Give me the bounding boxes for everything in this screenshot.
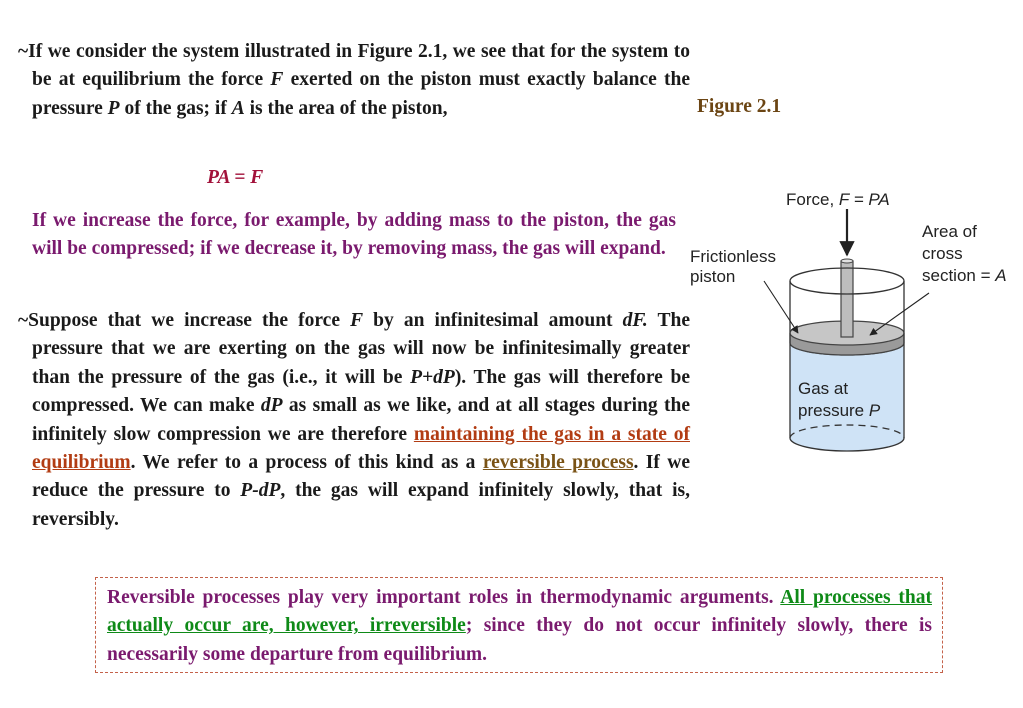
text-run: ; since they do not occur infinitely slowly, there is necessarily some departure from equilibrium. <box>107 615 932 665</box>
symbol-P-minus-dP: P-dP <box>240 480 281 502</box>
paragraph-reversible <box>18 307 690 534</box>
force-label: Force, F = PA <box>786 190 890 209</box>
paragraph-force-change: If we increase the force, for example, by adding mass to the piston, the gas will be compressed; if we decrease it, by removing mass, the gas will expand. <box>32 210 676 260</box>
text-run: as small as we like, and at all stages during the infinitely slow compression we are therefore <box>32 395 690 445</box>
text-run: by an infinitesimal amount <box>363 310 623 331</box>
symbol-P: P <box>107 97 120 119</box>
symbol-dF: dF. <box>622 310 648 331</box>
text-run: exerted on the piston must exactly balance the pressure <box>32 69 691 119</box>
piston-rod-top <box>841 259 853 263</box>
symbol-P-plus-dP: P+dP <box>410 366 455 388</box>
equation: PA = F <box>207 167 264 188</box>
paragraph-equilibrium <box>18 38 690 123</box>
gas-label-2: pressure P <box>798 401 881 420</box>
frictionless-pointer <box>764 281 798 333</box>
text-run: ). The gas will therefore be compressed. We can make <box>32 366 690 417</box>
area-label-2: cross <box>922 244 963 263</box>
text-run: . We refer to a process of this kind as a <box>130 452 483 474</box>
text-run: ~Suppose that we increase the force <box>18 310 351 331</box>
symbol-F: F <box>350 310 364 331</box>
text-run: Reversible processes play very important roles in thermodynamic arguments. <box>107 587 781 608</box>
note-text <box>107 584 932 669</box>
text-run: . If we reduce the pressure to <box>32 452 691 502</box>
text-run: is the area of the piston, <box>244 97 448 119</box>
highlight-equilibrium: maintaining the gas in a state of equilibrium <box>32 423 690 474</box>
piston-label: piston <box>690 267 736 286</box>
text-run: of the gas; if <box>119 97 232 119</box>
highlight-irreversible: All processes that actually occur are, however, irreversible <box>107 587 932 637</box>
symbol-dP: dP <box>260 395 283 417</box>
piston-rod <box>841 261 853 337</box>
area-label-3: section = A <box>922 266 1007 285</box>
symbol-A: A <box>231 97 245 119</box>
text-run: ~If we consider the system illustrated in Figure 2.1, we see that for the system to be at equilibrium the force <box>18 41 690 91</box>
gas-label-1: Gas at <box>798 379 849 398</box>
highlight-reversible-process: reversible process <box>482 452 634 474</box>
piston-figure <box>686 183 1023 483</box>
frictionless-label: Frictionless <box>690 247 776 266</box>
text-run: The pressure that we are exerting on the gas will now be infinitesimally greater than the pressure of the gas (i.e., it will be <box>32 310 690 388</box>
area-label-1: Area of <box>922 222 977 241</box>
text-run: , the gas will expand infinitely slowly, that is, reversibly. <box>32 480 690 530</box>
symbol-F: F <box>270 69 284 91</box>
figure-caption: Figure 2.1 <box>697 96 782 117</box>
